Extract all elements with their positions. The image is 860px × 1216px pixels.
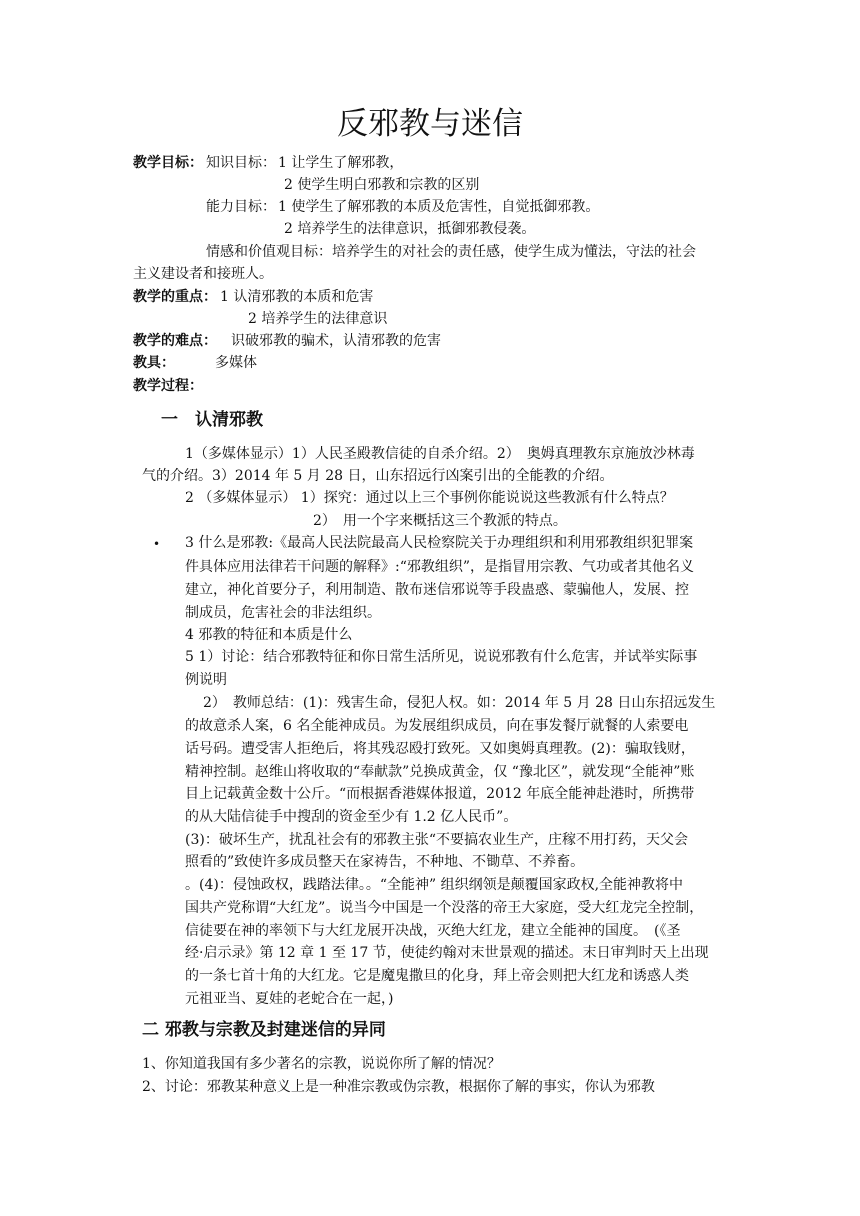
paragraph-line: 件具体应用法律若干问题的解释》:“邪教组织”，是指冒用宗教、气功或者其他名义 bbox=[185, 559, 695, 575]
paragraph-line: 信徒要在神的率领下与大红龙展开决战，灭绝大红龙，建立全能神的国度。 (《圣 bbox=[185, 923, 681, 939]
paragraph-line: 的故意杀人案，6 名全能神成员。为发展组织成员，向在事发餐厅就餐的人索要电 bbox=[185, 718, 689, 734]
objectives-label: 教学目标： bbox=[133, 155, 203, 171]
paragraph-line: 目上记载黄金数十公斤。“而根据香港媒体报道，2012 年底全能神赴港时，所携带 bbox=[185, 786, 695, 802]
paragraph-line: 的从大陆信徒手中搜刮的资金至少有 1.2 亿人民币”。 bbox=[185, 809, 518, 825]
paragraph-line: 话号码。遭受害人拒绝后，将其残忍殴打致死。又如奥姆真理教。(2)：骗取钱财， bbox=[185, 741, 695, 757]
knowledge-label: 知识目标： bbox=[206, 155, 276, 171]
tools-text: 多媒体 bbox=[215, 355, 257, 371]
emotion-objective-line1: 情感和价值观目标：培养学生的对社会的责任感，使学生成为懂法，守法的社会 bbox=[206, 244, 696, 260]
paragraph-line: 例说明 bbox=[185, 672, 227, 688]
paragraph-line: 1、你知道我国有多少著名的宗教，说说你所了解的情况？ bbox=[142, 1056, 501, 1072]
section2-heading: 二 邪教与宗教及封建迷信的异同 bbox=[142, 1020, 386, 1040]
paragraph-line: (3)：破坏生产，扰乱社会有的邪教主张“不要搞农业生产，庄稼不用打药，天父会 bbox=[185, 832, 688, 848]
ability-label: 能力目标： bbox=[206, 199, 276, 215]
knowledge-item-2: 2 使学生明白邪教和宗教的区别 bbox=[284, 177, 480, 193]
key-points-label: 教学的重点： bbox=[133, 289, 217, 305]
process-label: 教学过程： bbox=[133, 378, 203, 394]
paragraph-line: 的一条七首十角的大红龙。它是魔鬼撒旦的化身，拜上帝会则把大红龙和诱惑人类 bbox=[185, 968, 689, 984]
emotion-objective-line2: 主义建设者和接班人。 bbox=[133, 266, 273, 282]
page-title: 反邪教与迷信 bbox=[337, 106, 523, 142]
difficulty-label: 教学的难点： bbox=[133, 333, 217, 349]
paragraph-line: 制成员，危害社会的非法组织。 bbox=[185, 605, 381, 621]
paragraph-line: 4 邪教的特征和本质是什么 bbox=[185, 627, 353, 643]
paragraph-line: 2） 教师总结：(1)：残害生命，侵犯人权。如：2014 年 5 月 28 日山东招远发生 bbox=[203, 695, 716, 711]
ability-item-1: 1 使学生了解邪教的本质及危害性，自觉抵御邪教。 bbox=[278, 199, 600, 215]
paragraph-line: 精神控制。赵维山将收取的“奉献款”兑换成黄金，仅 “豫北区”，就发现“全能神”账 bbox=[185, 764, 695, 780]
key-point-2: 2 培养学生的法律意识 bbox=[248, 311, 388, 327]
paragraph-line: 2 （多媒体显示） 1）探究：通过以上三个事例你能说说这些教派有什么特点？ bbox=[185, 490, 674, 506]
paragraph-line: 3 什么是邪教:《最高人民法院最高人民检察院关于办理组织和利用邪教组织犯罪案 bbox=[185, 535, 694, 551]
bullet-icon: • bbox=[153, 537, 161, 551]
knowledge-item-1: 1 让学生了解邪教， bbox=[278, 155, 404, 171]
paragraph-line: 国共产党称谓“大红龙”。说当今中国是一个没落的帝王大家庭，受大红龙完全控制， bbox=[185, 900, 704, 916]
difficulty-text: 识破邪教的骗术，认清邪教的危害 bbox=[231, 333, 441, 349]
paragraph-line: 元祖亚当、夏娃的老蛇合在一起，) bbox=[185, 991, 394, 1007]
tools-label: 教具： bbox=[133, 355, 175, 371]
paragraph-line: 照看的”致使许多成员整天在家祷告，不种地、不锄草、不养畜。 bbox=[185, 854, 585, 870]
paragraph-line: 气的介绍。3）2014 年 5 月 28 日，山东招远行凶案引出的全能教的介绍。 bbox=[142, 468, 614, 484]
paragraph-line: 1（多媒体显示）1）人民圣殿教信徒的自杀介绍。2） 奥姆真理教东京施放沙林毒 bbox=[185, 446, 695, 462]
ability-item-2: 2 培养学生的法律意识，抵御邪教侵袭。 bbox=[284, 221, 536, 237]
section1-heading: 一 认清邪教 bbox=[161, 410, 263, 430]
paragraph-line: 5 1）讨论：结合邪教特征和你日常生活所见，说说邪教有什么危害，并试举实际事 bbox=[185, 649, 698, 665]
paragraph-line: 2、讨论：邪教某种意义上是一种准宗教或伪宗教，根据你了解的事实，你认为邪教 bbox=[142, 1079, 655, 1095]
paragraph-line: 建立，神化首要分子，利用制造、散布迷信邪说等手段蛊惑、蒙骗他人，发展、控 bbox=[185, 582, 689, 598]
paragraph-line: 经·启示录》第 12 章 1 至 17 节，使徒约翰对末世景观的描述。末日审判时天上出现 bbox=[185, 945, 709, 961]
paragraph-line: 。(4)：侵蚀政权，践踏法律。。“全能神” 组织纲领是颠覆国家政权,全能神教将中 bbox=[185, 877, 684, 893]
key-point-1: 1 认清邪教的本质和危害 bbox=[220, 289, 374, 305]
paragraph-line: 2） 用一个字来概括这三个教派的特点。 bbox=[313, 513, 567, 529]
